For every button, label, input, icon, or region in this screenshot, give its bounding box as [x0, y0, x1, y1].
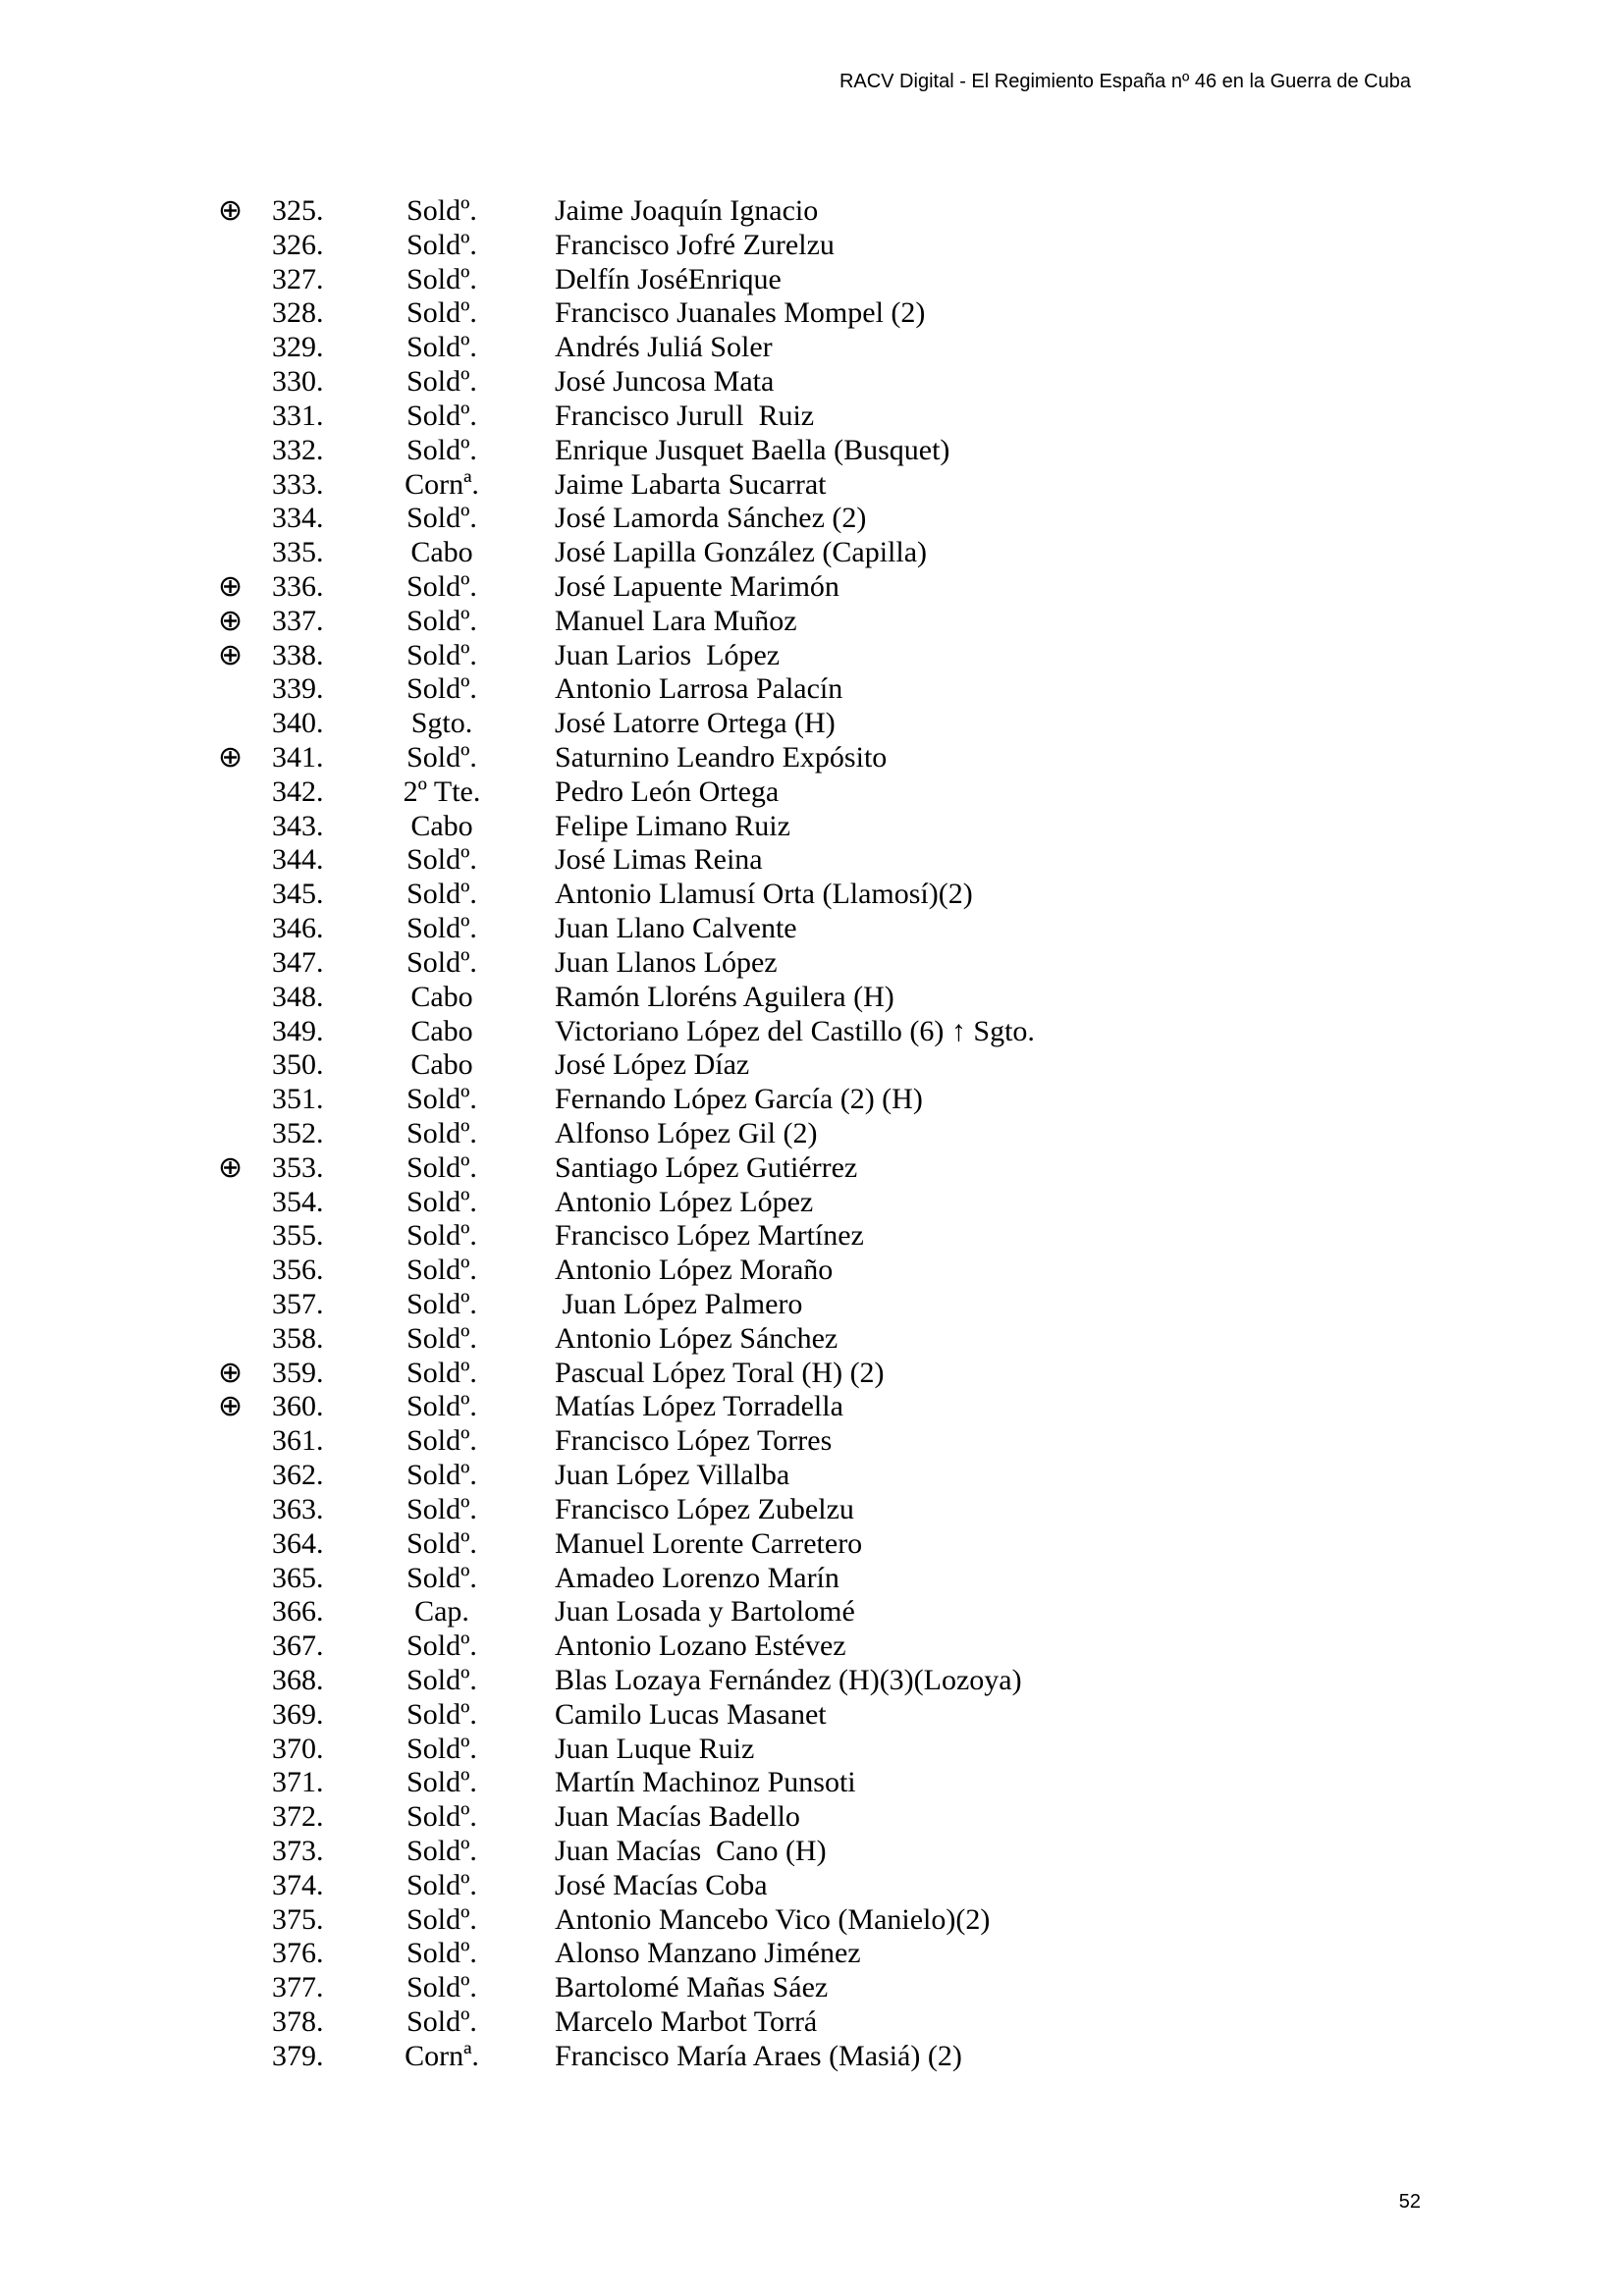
row-name: Martín Machinoz Punsoti — [555, 1766, 856, 1799]
row-name: Antonio Lozano Estévez — [555, 1629, 846, 1663]
row-rank: Soldº. — [406, 1732, 477, 1765]
circled-plus-marker-icon — [218, 1766, 272, 1800]
circled-plus-marker-icon — [218, 434, 272, 468]
roster-row — [0, 1562, 1623, 1596]
row-number: 359. — [272, 1356, 324, 1389]
row-rank: Soldº. — [406, 399, 477, 432]
roster-row — [0, 1186, 1623, 1220]
row-number: 369. — [272, 1697, 324, 1731]
row-number: 376. — [272, 1937, 324, 1970]
roster-row — [0, 1698, 1623, 1733]
row-rank: Soldº. — [406, 296, 477, 330]
circled-plus-marker-icon: ⊕ — [218, 740, 243, 774]
row-name: Juan López Palmero — [555, 1288, 803, 1320]
row-name: Saturnino Leandro Expósito — [555, 741, 888, 774]
row-name: Francisco Juanales Mompel (2) — [555, 296, 926, 330]
row-name: Marcelo Marbot Torrá — [555, 2005, 818, 2039]
circled-plus-marker-icon — [218, 1664, 272, 1698]
roster-row — [0, 1937, 1623, 1971]
circled-plus-marker-icon: ⊕ — [218, 1355, 243, 1390]
row-name: Bartolomé Mañas Sáez — [555, 1971, 829, 2004]
row-rank: Soldº. — [406, 1697, 477, 1731]
circled-plus-marker-icon — [218, 1937, 272, 1971]
roster-row — [0, 570, 1623, 605]
roster-row — [0, 639, 1623, 673]
row-name: Antonio López Sánchez — [555, 1321, 839, 1355]
row-number: 351. — [272, 1083, 324, 1116]
roster-row — [0, 1083, 1623, 1117]
row-rank: Soldº. — [406, 1321, 477, 1355]
row-name: Jaime Joaquín Ignacio — [555, 194, 819, 227]
circled-plus-marker-icon — [218, 878, 272, 912]
row-rank: Soldº. — [406, 1902, 477, 1936]
row-name: Fernando López García (2) (H) — [555, 1083, 923, 1116]
circled-plus-marker-icon — [218, 1288, 272, 1322]
circled-plus-marker-icon: ⊕ — [218, 1149, 243, 1185]
row-name: Antonio Llamusí Orta (Llamosí)(2) — [555, 878, 973, 911]
row-rank: Soldº. — [406, 1424, 477, 1458]
row-number: 377. — [272, 1971, 324, 2004]
roster-row — [0, 468, 1623, 503]
row-rank: Soldº. — [406, 1766, 477, 1799]
circled-plus-marker-icon — [218, 981, 272, 1015]
row-name: José López Díaz — [555, 1048, 750, 1082]
row-name: Antonio Larrosa Palacín — [555, 672, 843, 706]
roster-row — [0, 1219, 1623, 1254]
row-number: 361. — [272, 1424, 324, 1458]
roster-row — [0, 365, 1623, 400]
circled-plus-marker-icon — [218, 1698, 272, 1733]
row-number: 326. — [272, 228, 324, 261]
row-rank: Soldº. — [406, 194, 477, 227]
row-name: Juan López Villalba — [555, 1459, 790, 1492]
row-number: 358. — [272, 1321, 324, 1355]
row-rank: Cabo — [410, 536, 473, 569]
row-rank: Cabo — [410, 1048, 473, 1082]
circled-plus-marker-icon — [218, 1219, 272, 1254]
row-rank: Soldº. — [406, 1219, 477, 1253]
circled-plus-marker-icon — [218, 1493, 272, 1527]
circled-plus-marker-icon — [218, 263, 272, 297]
circled-plus-marker-icon — [218, 2005, 272, 2040]
circled-plus-marker-icon — [218, 1562, 272, 1596]
row-number: 348. — [272, 980, 324, 1013]
row-name: Juan Macías Cano (H) — [555, 1835, 827, 1867]
circled-plus-marker-icon — [218, 468, 272, 503]
row-name: Juan Llanos López — [555, 945, 778, 979]
circled-plus-marker-icon — [218, 1117, 272, 1151]
row-name: Ramón Lloréns Aguilera (H) — [555, 980, 894, 1013]
row-name: Alfonso López Gil (2) — [555, 1116, 818, 1149]
roster-row — [0, 1424, 1623, 1459]
circled-plus-marker-icon — [218, 1083, 272, 1117]
circled-plus-marker-icon — [218, 810, 272, 844]
row-name: José Macías Coba — [555, 1868, 768, 1901]
row-name: Pedro León Ortega — [555, 774, 780, 808]
row-rank: Soldº. — [406, 1561, 477, 1594]
roster-row — [0, 1595, 1623, 1629]
row-name: José Lapuente Marimón — [555, 569, 839, 603]
roster-row — [0, 775, 1623, 810]
circled-plus-marker-icon — [218, 1800, 272, 1835]
row-rank: Soldº. — [406, 672, 477, 706]
row-name: Delfín JoséEnrique — [555, 262, 782, 295]
row-number: 347. — [272, 945, 324, 979]
roster-row — [0, 296, 1623, 331]
roster-row — [0, 1527, 1623, 1562]
roster-row — [0, 672, 1623, 707]
row-name: José Limas Reina — [555, 843, 763, 877]
roster-row — [0, 194, 1623, 229]
circled-plus-marker-icon — [218, 1869, 272, 1903]
row-name: Camilo Lucas Masanet — [555, 1697, 827, 1731]
row-number: 327. — [272, 262, 324, 295]
row-number: 340. — [272, 707, 324, 740]
header-title: RACV Digital - El Regimiento España nº 46 en la Guerra de Cuba — [839, 71, 1411, 92]
row-number: 339. — [272, 672, 324, 706]
page-number: 52 — [1398, 2191, 1421, 2213]
row-rank: Soldº. — [406, 945, 477, 979]
row-number: 349. — [272, 1014, 324, 1047]
row-rank: Soldº. — [406, 1254, 477, 1287]
circled-plus-marker-icon — [218, 1903, 272, 1938]
circled-plus-marker-icon — [218, 1015, 272, 1049]
row-number: 341. — [272, 741, 324, 774]
row-number: 360. — [272, 1390, 324, 1423]
roster-row — [0, 878, 1623, 912]
roster-row — [0, 229, 1623, 263]
roster-list — [0, 194, 1623, 2074]
roster-row — [0, 1766, 1623, 1800]
row-number: 354. — [272, 1185, 324, 1218]
row-rank: Soldº. — [406, 2005, 477, 2039]
row-number: 355. — [272, 1219, 324, 1253]
roster-row — [0, 1800, 1623, 1835]
circled-plus-marker-icon — [218, 400, 272, 434]
row-rank: Soldº. — [406, 1526, 477, 1560]
row-number: 332. — [272, 433, 324, 466]
circled-plus-marker-icon — [218, 296, 272, 331]
row-rank: Sgto. — [410, 707, 473, 740]
row-rank: Soldº. — [406, 502, 477, 535]
circled-plus-marker-icon — [218, 1835, 272, 1869]
row-rank: Soldº. — [406, 331, 477, 364]
row-number: 344. — [272, 843, 324, 877]
roster-row — [0, 536, 1623, 570]
roster-row — [0, 912, 1623, 946]
row-name: Blas Lozaya Fernández (H)(3)(Lozoya) — [555, 1663, 1022, 1696]
row-rank: Soldº. — [406, 843, 477, 877]
roster-row — [0, 1048, 1623, 1083]
roster-row — [0, 1629, 1623, 1664]
roster-row — [0, 1254, 1623, 1288]
row-number: 370. — [272, 1732, 324, 1765]
roster-row — [0, 1869, 1623, 1903]
row-rank: Soldº. — [406, 1150, 477, 1184]
row-name: Juan Llano Calvente — [555, 912, 797, 945]
row-rank: Soldº. — [406, 1835, 477, 1867]
roster-row — [0, 741, 1623, 775]
circled-plus-marker-icon — [218, 775, 272, 810]
row-rank: 2º Tte. — [403, 774, 481, 808]
row-number: 374. — [272, 1868, 324, 1901]
row-name: Francisco Jurull Ruiz — [555, 399, 815, 432]
row-name: Manuel Lorente Carretero — [555, 1526, 863, 1560]
row-rank: Soldº. — [406, 604, 477, 637]
circled-plus-marker-icon — [218, 1048, 272, 1083]
roster-row — [0, 1493, 1623, 1527]
roster-row — [0, 1357, 1623, 1391]
circled-plus-marker-icon — [218, 1459, 272, 1493]
circled-plus-marker-icon — [218, 707, 272, 741]
roster-row — [0, 263, 1623, 297]
row-rank: Soldº. — [406, 1185, 477, 1218]
row-number: 372. — [272, 1800, 324, 1834]
row-number: 352. — [272, 1116, 324, 1149]
roster-row — [0, 2005, 1623, 2040]
row-rank: Soldº. — [406, 1937, 477, 1970]
row-number: 375. — [272, 1902, 324, 1936]
row-name: Francisco López Martínez — [555, 1219, 864, 1253]
row-number: 363. — [272, 1492, 324, 1525]
roster-row — [0, 400, 1623, 434]
circled-plus-marker-icon — [218, 1595, 272, 1629]
row-number: 325. — [272, 194, 324, 227]
row-name: Antonio López Moraño — [555, 1254, 834, 1287]
row-rank: Soldº. — [406, 228, 477, 261]
roster-row — [0, 605, 1623, 639]
row-number: 367. — [272, 1629, 324, 1663]
row-name: Enrique Jusquet Baella (Busquet) — [555, 433, 950, 466]
roster-row — [0, 434, 1623, 468]
roster-row — [0, 843, 1623, 878]
row-rank: Soldº. — [406, 262, 477, 295]
roster-row — [0, 2040, 1623, 2074]
circled-plus-marker-icon — [218, 1629, 272, 1664]
row-name: Santiago López Gutiérrez — [555, 1150, 858, 1184]
row-number: 333. — [272, 467, 324, 501]
row-rank: Soldº. — [406, 1868, 477, 1901]
row-number: 330. — [272, 365, 324, 399]
row-rank: Soldº. — [406, 912, 477, 945]
roster-row — [0, 1903, 1623, 1938]
roster-row — [0, 1390, 1623, 1424]
roster-row — [0, 1459, 1623, 1493]
row-number: 366. — [272, 1595, 324, 1629]
row-name: Amadeo Lorenzo Marín — [555, 1561, 839, 1594]
row-number: 364. — [272, 1526, 324, 1560]
row-rank: Soldº. — [406, 365, 477, 399]
row-rank: Cabo — [410, 980, 473, 1013]
row-number: 345. — [272, 878, 324, 911]
row-number: 350. — [272, 1048, 324, 1082]
row-rank: Cabo — [410, 809, 473, 842]
row-number: 328. — [272, 296, 324, 330]
row-rank: Soldº. — [406, 1971, 477, 2004]
roster-row — [0, 1151, 1623, 1186]
roster-row — [0, 1288, 1623, 1322]
row-name: Alonso Manzano Jiménez — [555, 1937, 861, 1970]
row-name: Victoriano López del Castillo (6) ↑ Sgto. — [555, 1014, 1035, 1047]
row-number: 356. — [272, 1254, 324, 1287]
row-number: 365. — [272, 1561, 324, 1594]
row-name: Francisco López Zubelzu — [555, 1492, 854, 1525]
roster-row — [0, 981, 1623, 1015]
circled-plus-marker-icon — [218, 502, 272, 536]
roster-row — [0, 707, 1623, 741]
circled-plus-marker-icon: ⊕ — [218, 1389, 243, 1424]
row-rank: Soldº. — [406, 1083, 477, 1116]
row-rank: Soldº. — [406, 1116, 477, 1149]
circled-plus-marker-icon — [218, 843, 272, 878]
circled-plus-marker-icon — [218, 1254, 272, 1288]
roster-row — [0, 946, 1623, 981]
roster-row — [0, 1322, 1623, 1357]
row-name: Juan Losada y Bartolomé — [555, 1595, 855, 1629]
row-number: 338. — [272, 638, 324, 671]
row-name: Juan Luque Ruiz — [555, 1732, 755, 1765]
roster-row — [0, 331, 1623, 365]
row-name: José Lamorda Sánchez (2) — [555, 502, 867, 535]
circled-plus-marker-icon: ⊕ — [218, 637, 243, 672]
row-rank: Soldº. — [406, 1356, 477, 1389]
row-name: Jaime Labarta Sucarrat — [555, 467, 827, 501]
row-rank: Soldº. — [406, 569, 477, 603]
row-number: 371. — [272, 1766, 324, 1799]
circled-plus-marker-icon: ⊕ — [218, 568, 243, 604]
roster-row — [0, 1117, 1623, 1151]
circled-plus-marker-icon — [218, 229, 272, 263]
row-name: Francisco María Araes (Masiá) (2) — [555, 2039, 962, 2072]
row-number: 335. — [272, 536, 324, 569]
row-number: 378. — [272, 2005, 324, 2039]
circled-plus-marker-icon — [218, 1424, 272, 1459]
roster-row — [0, 1733, 1623, 1767]
row-rank: Cabo — [410, 1014, 473, 1047]
circled-plus-marker-icon: ⊕ — [218, 603, 243, 638]
row-number: 368. — [272, 1663, 324, 1696]
roster-row — [0, 1971, 1623, 2005]
row-name: Juan Macías Badello — [555, 1800, 800, 1834]
row-rank: Soldº. — [406, 1288, 477, 1320]
circled-plus-marker-icon — [218, 331, 272, 365]
circled-plus-marker-icon — [218, 946, 272, 981]
row-number: 353. — [272, 1150, 324, 1184]
row-name: Andrés Juliá Soler — [555, 331, 773, 364]
row-number: 346. — [272, 912, 324, 945]
row-number: 329. — [272, 331, 324, 364]
row-name: José Latorre Ortega (H) — [555, 707, 836, 740]
row-rank: Cap. — [414, 1595, 469, 1629]
roster-row — [0, 1015, 1623, 1049]
row-name: Juan Larios López — [555, 638, 781, 671]
row-number: 362. — [272, 1459, 324, 1492]
row-name: Matías López Torradella — [555, 1390, 843, 1423]
circled-plus-marker-icon — [218, 536, 272, 570]
circled-plus-marker-icon — [218, 1322, 272, 1357]
row-number: 373. — [272, 1835, 324, 1867]
row-rank: Soldº. — [406, 1800, 477, 1834]
row-rank: Soldº. — [406, 638, 477, 671]
circled-plus-marker-icon — [218, 2040, 272, 2074]
roster-row — [0, 1835, 1623, 1869]
circled-plus-marker-icon — [218, 1971, 272, 2005]
row-number: 343. — [272, 809, 324, 842]
row-number: 337. — [272, 604, 324, 637]
row-name: José Lapilla González (Capilla) — [555, 536, 928, 569]
row-number: 331. — [272, 399, 324, 432]
circled-plus-marker-icon — [218, 1186, 272, 1220]
circled-plus-marker-icon: ⊕ — [218, 193, 243, 228]
circled-plus-marker-icon — [218, 672, 272, 707]
row-name: Antonio López López — [555, 1185, 814, 1218]
circled-plus-marker-icon — [218, 365, 272, 400]
row-number: 334. — [272, 502, 324, 535]
roster-row — [0, 1664, 1623, 1698]
row-number: 336. — [272, 569, 324, 603]
circled-plus-marker-icon — [218, 1733, 272, 1767]
row-rank: Soldº. — [406, 1663, 477, 1696]
row-name: Antonio Mancebo Vico (Manielo)(2) — [555, 1902, 991, 1936]
row-rank: Soldº. — [406, 1390, 477, 1423]
row-rank: Soldº. — [406, 433, 477, 466]
row-rank: Cornª. — [405, 467, 479, 501]
page-header — [839, 71, 1411, 92]
circled-plus-marker-icon — [218, 912, 272, 946]
row-rank: Soldº. — [406, 1629, 477, 1663]
row-rank: Cornª. — [405, 2039, 479, 2072]
row-number: 379. — [272, 2039, 324, 2072]
row-name: Francisco López Torres — [555, 1424, 833, 1458]
row-name: José Juncosa Mata — [555, 365, 775, 399]
row-name: Felipe Limano Ruiz — [555, 809, 790, 842]
row-name: Pascual López Toral (H) (2) — [555, 1356, 885, 1389]
roster-row — [0, 502, 1623, 536]
row-rank: Soldº. — [406, 741, 477, 774]
row-number: 342. — [272, 774, 324, 808]
circled-plus-marker-icon — [218, 1527, 272, 1562]
row-name: Manuel Lara Muñoz — [555, 604, 797, 637]
row-rank: Soldº. — [406, 1459, 477, 1492]
row-name: Francisco Jofré Zurelzu — [555, 228, 835, 261]
roster-row — [0, 810, 1623, 844]
row-rank: Soldº. — [406, 878, 477, 911]
row-number: 357. — [272, 1288, 324, 1320]
row-rank: Soldº. — [406, 1492, 477, 1525]
